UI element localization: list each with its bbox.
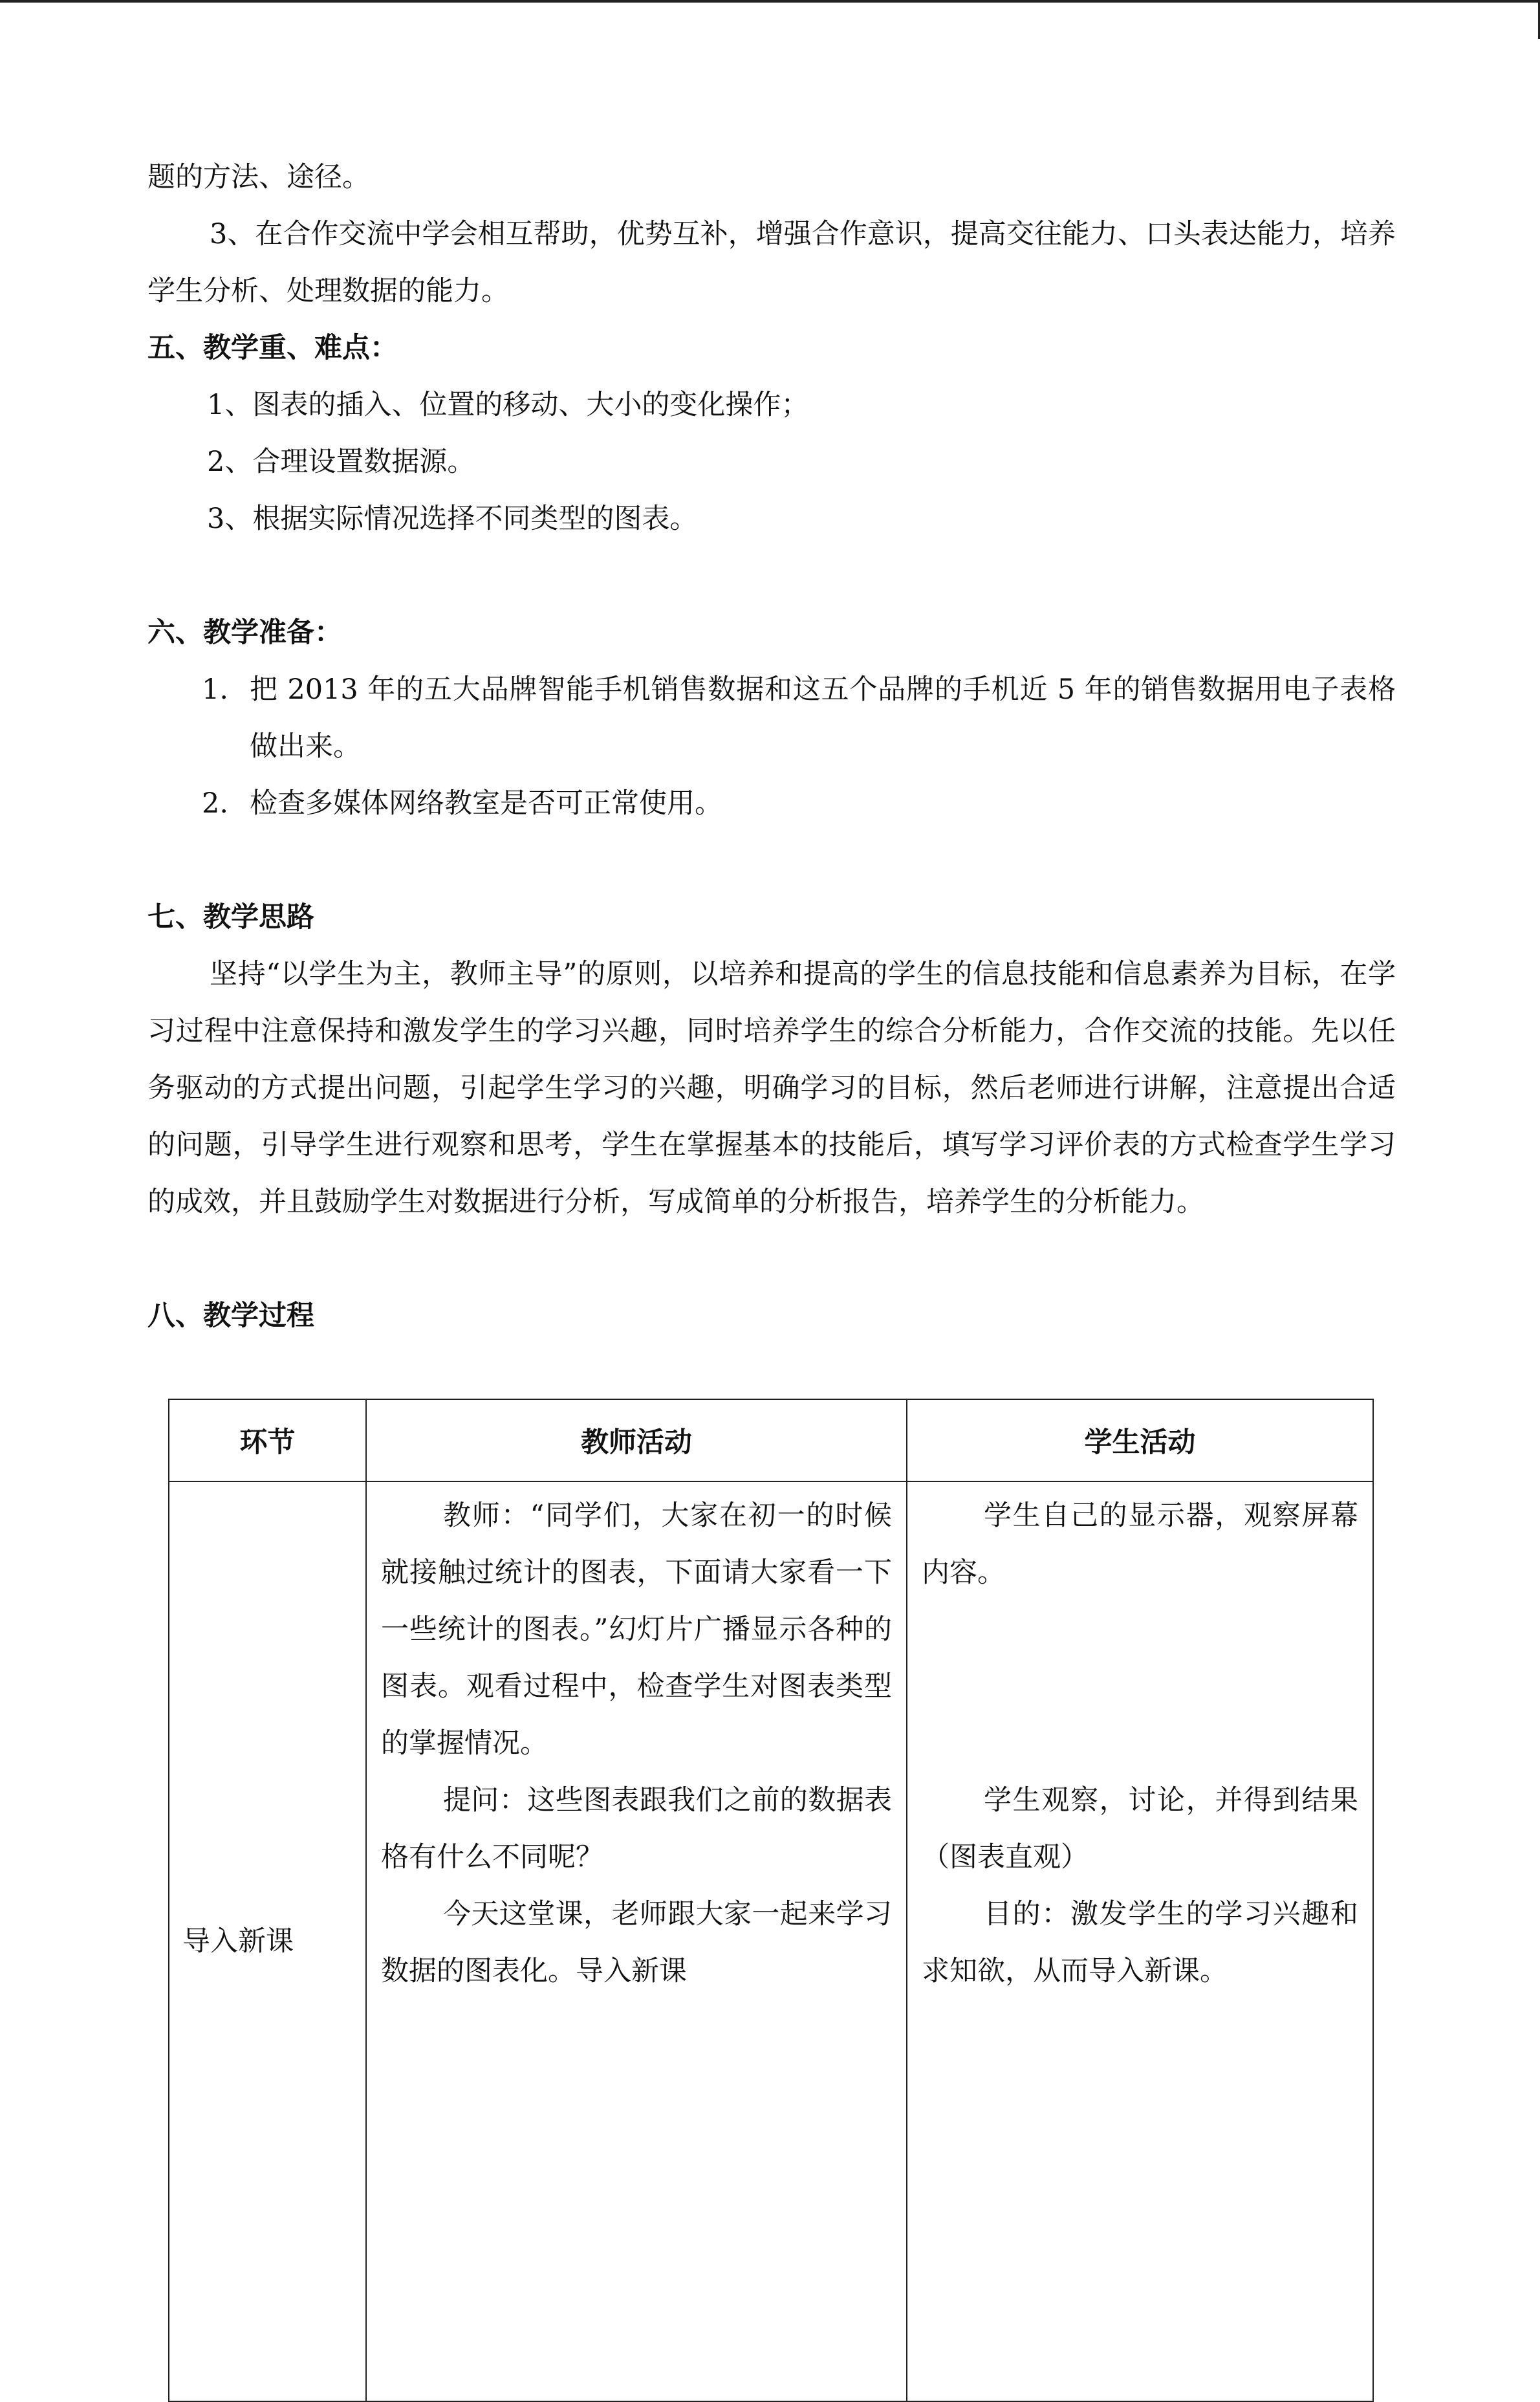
preparation-item-2 xyxy=(147,775,1396,832)
teacher-activity-para: 提问：这些图表跟我们之前的数据表格有什么不同呢？ xyxy=(381,1784,892,1873)
teacher-activity-cell xyxy=(366,1481,907,2401)
teaching-process-table xyxy=(168,1399,1374,2402)
section8-heading: 八、教学过程 xyxy=(147,1300,314,1332)
student-activity-para: 目的：激发学生的学习兴趣和求知欲，从而导入新课。 xyxy=(922,1898,1358,1987)
preparation-list xyxy=(147,661,1396,832)
section5-item-3: 3、根据实际情况选择不同类型的图表。 xyxy=(207,503,698,535)
teacher-activity-para: 今天这堂课，老师跟大家一起来学习数据的图表化。导入新课 xyxy=(381,1898,892,1987)
stage-cell: 导入新课 xyxy=(169,1481,366,2401)
preparation-item-text: 把 2013 年的五大品牌智能手机销售数据和这五个品牌的手机近 5 年的销售数据用电子表格做出来。 xyxy=(250,673,1396,763)
preparation-item-1 xyxy=(147,661,1396,775)
spacer xyxy=(147,832,1396,889)
section5-item-2: 2、合理设置数据源。 xyxy=(207,446,475,478)
student-activity-cell xyxy=(907,1481,1373,2401)
student-activity-para: 学生自己的显示器，观察屏幕内容。 xyxy=(922,1500,1358,1589)
preparation-item-text: 检查多媒体网络教室是否可正常使用。 xyxy=(250,787,722,820)
document-page xyxy=(147,149,1396,1344)
section5-item-1: 1、图表的插入、位置的移动、大小的变化操作； xyxy=(207,389,809,421)
section4-continuation: 题的方法、途径。 xyxy=(147,161,370,193)
student-activity-para: 学生观察，讨论，并得到结果（图表直观） xyxy=(922,1784,1358,1873)
section4-item-3: 3、在合作交流中学会相互帮助，优势互补，增强合作意识，提高交往能力、口头表达能力，培养学生分析、处理数据的能力。 xyxy=(147,218,1396,307)
header-student-activity: 学生活动 xyxy=(907,1399,1373,1481)
section7-heading: 七、教学思路 xyxy=(147,901,314,934)
section5-heading: 五、教学重、难点： xyxy=(147,332,398,364)
spacer xyxy=(147,547,1396,604)
spacer xyxy=(147,1230,1396,1287)
header-stage: 环节 xyxy=(169,1399,366,1481)
spacer xyxy=(922,1601,1358,1772)
section6-heading: 六、教学准备： xyxy=(147,617,342,649)
list-marker: 2. xyxy=(202,787,229,820)
table-header-row xyxy=(169,1399,1373,1481)
section7-paragraph: 坚持“以学生为主，教师主导”的原则，以培养和提高的学生的信息技能和信息素养为目标，在学习过程中注意保持和激发学生的学习兴趣，同时培养学生的综合分析能力，合作交流的技能。先以任务驱动的方式提出问题，引起学生学习的兴趣，明确学习的目标，然后老师进行讲解，注意提出合适的问题，引导学生进行观察和思考，学生在掌握基本的技能后，填写学习评价表的方式检查学生学习的成效，并且鼓励学生对数据进行分析，写成简单的分析报告，培养学生的分析能力。 xyxy=(147,958,1396,1218)
teacher-activity-para: 教师：“同学们，大家在初一的时候就接触过统计的图表，下面请大家看一下一些统计的图表。”幻灯片广播显示各种的图表。观看过程中，检查学生对图表类型的掌握情况。 xyxy=(381,1500,892,1760)
table-row xyxy=(169,1481,1373,2401)
list-marker: 1. xyxy=(202,673,229,706)
top-border-line xyxy=(0,0,1540,3)
header-teacher-activity: 教师活动 xyxy=(366,1399,907,1481)
